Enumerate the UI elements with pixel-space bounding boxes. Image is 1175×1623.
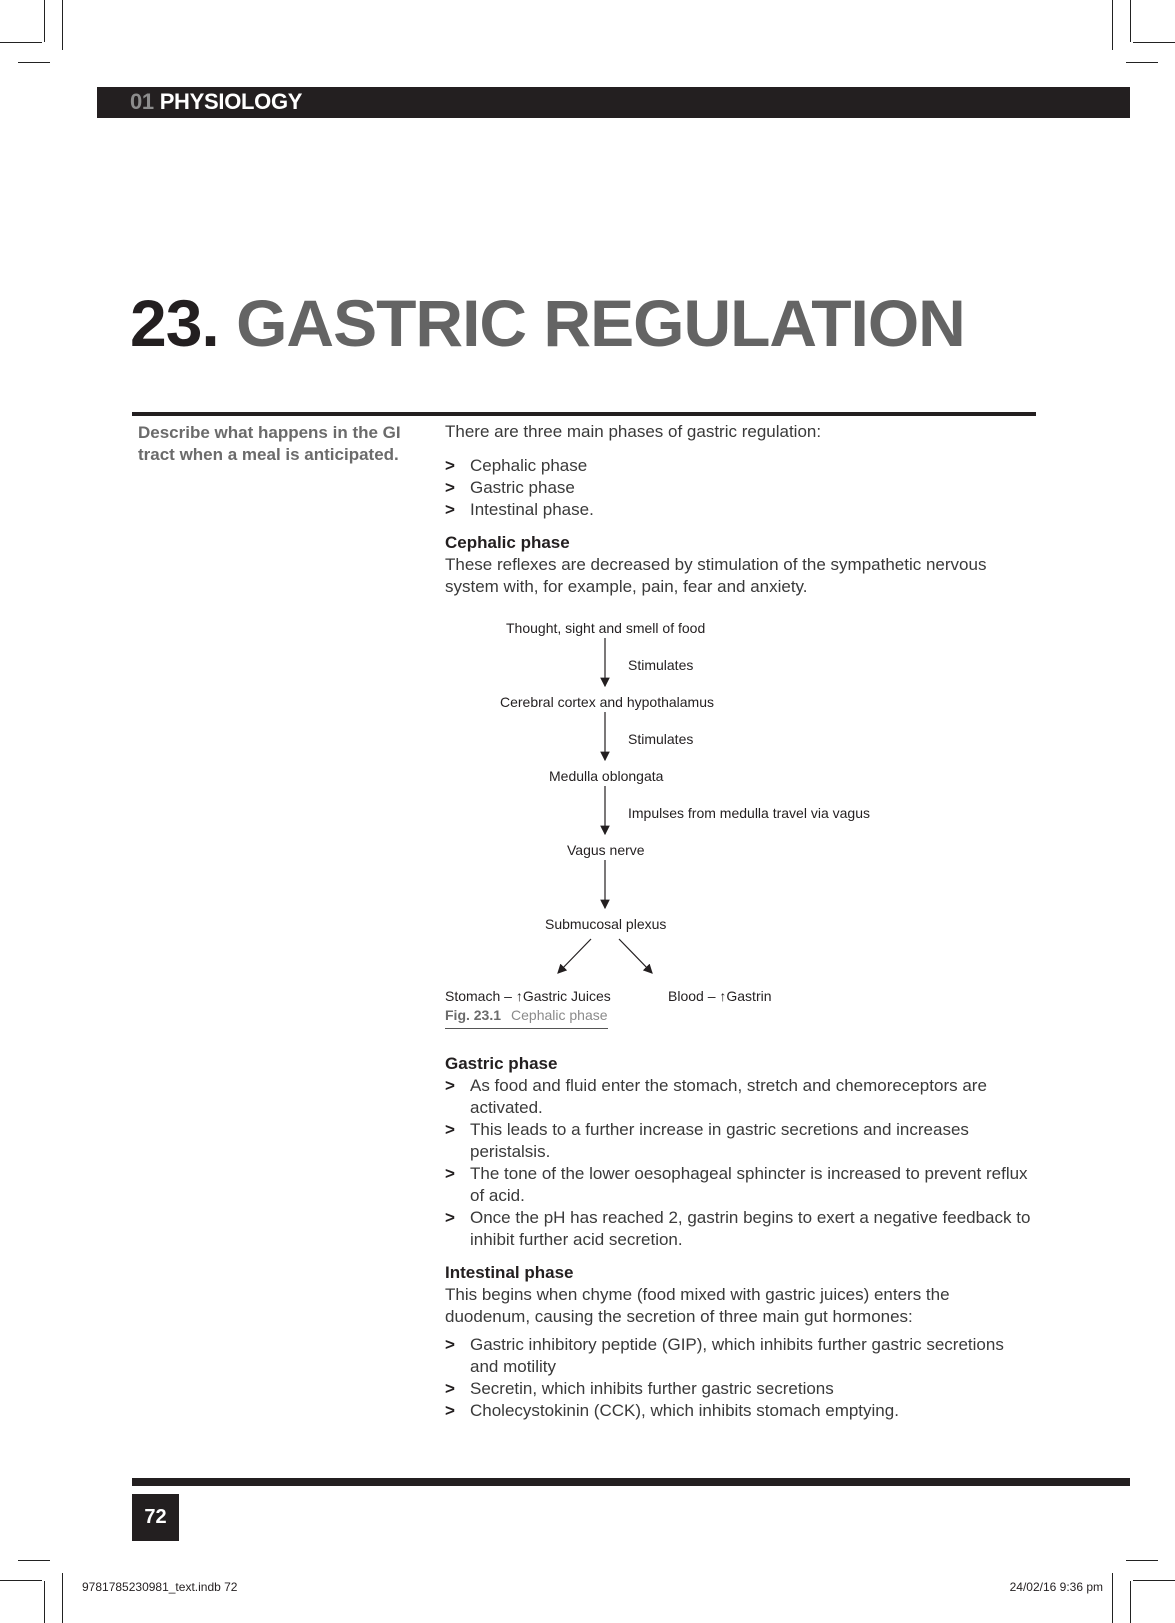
divider	[132, 412, 1036, 416]
list-item: > Gastric phase	[445, 478, 575, 497]
list-item: > The tone of the lower oesophageal sphincter is increased to prevent reflux of acid.	[445, 1164, 1028, 1205]
page-number: 72	[132, 1494, 179, 1541]
edge-label: Stimulates	[628, 657, 694, 673]
diagram-node: Stomach – ↑Gastric Juices	[445, 988, 611, 1004]
print-slug-date: 24/02/16 9:36 pm	[1009, 1580, 1103, 1594]
chapter-number: 23.	[130, 286, 219, 360]
cephalic-text: These reflexes are decreased by stimulation of the sympathetic nervous system with, for example, pain, fear and anxiety.	[445, 555, 987, 596]
list-item: > Cholecystokinin (CCK), which inhibits stomach emptying.	[445, 1401, 899, 1420]
cephalic-flow-diagram	[445, 609, 1035, 1039]
diagram-arrows	[445, 609, 1035, 1039]
footer-rule	[132, 1478, 1130, 1486]
list-item: > As food and fluid enter the stomach, stretch and chemoreceptors are activated.	[445, 1076, 987, 1117]
intro-text: There are three main phases of gastric regulation:	[445, 422, 822, 441]
cephalic-heading: Cephalic phase	[445, 533, 570, 552]
print-slug-file: 9781785230981_text.indb 72	[82, 1580, 238, 1594]
section-number: 01	[130, 89, 154, 114]
list-item: > This leads to a further increase in gastric secretions and increases peristalsis.	[445, 1120, 969, 1161]
diagram-node: Blood – ↑Gastrin	[668, 988, 772, 1004]
diagram-node: Medulla oblongata	[549, 768, 664, 784]
edge-label: Impulses from medulla travel via vagus	[628, 805, 870, 821]
list-item: > Secretin, which inhibits further gastric secretions	[445, 1379, 834, 1398]
diagram-node: Cerebral cortex and hypothalamus	[500, 694, 715, 710]
gastric-list	[445, 1075, 1035, 1251]
intestinal-heading: Intestinal phase	[445, 1263, 574, 1282]
chapter-heading	[130, 283, 965, 363]
margin-question: Describe what happens in the GI tract when a meal is anticipated.	[138, 423, 401, 464]
chapter-title: GASTRIC REGULATION	[236, 286, 965, 360]
intestinal-text: This begins when chyme (food mixed with gastric juices) enters the duodenum, causing the secretion of three main gut hormones:	[445, 1285, 950, 1326]
diagram-node: Submucosal plexus	[545, 916, 667, 932]
list-item: > Intestinal phase.	[445, 500, 594, 519]
phase-list	[445, 455, 1035, 521]
running-header	[97, 87, 1130, 118]
diagram-node: Thought, sight and smell of food	[506, 620, 706, 636]
list-item: > Cephalic phase	[445, 456, 588, 475]
section-label: PHYSIOLOGY	[159, 89, 303, 114]
figure-caption	[445, 1004, 608, 1029]
figure-title: Cephalic phase	[511, 1007, 608, 1023]
list-item: > Gastric inhibitory peptide (GIP), which inhibits further gastric secretions and motility	[445, 1335, 1004, 1376]
main-content	[445, 421, 1035, 1422]
intestinal-list	[445, 1334, 1035, 1422]
figure-number: Fig. 23.1	[445, 1007, 502, 1023]
diagram-node: Vagus nerve	[567, 842, 645, 858]
edge-label: Stimulates	[628, 731, 694, 747]
list-item: > Once the pH has reached 2, gastrin begins to exert a negative feedback to inhibit further acid secretion.	[445, 1208, 1031, 1249]
gastric-heading: Gastric phase	[445, 1054, 558, 1073]
